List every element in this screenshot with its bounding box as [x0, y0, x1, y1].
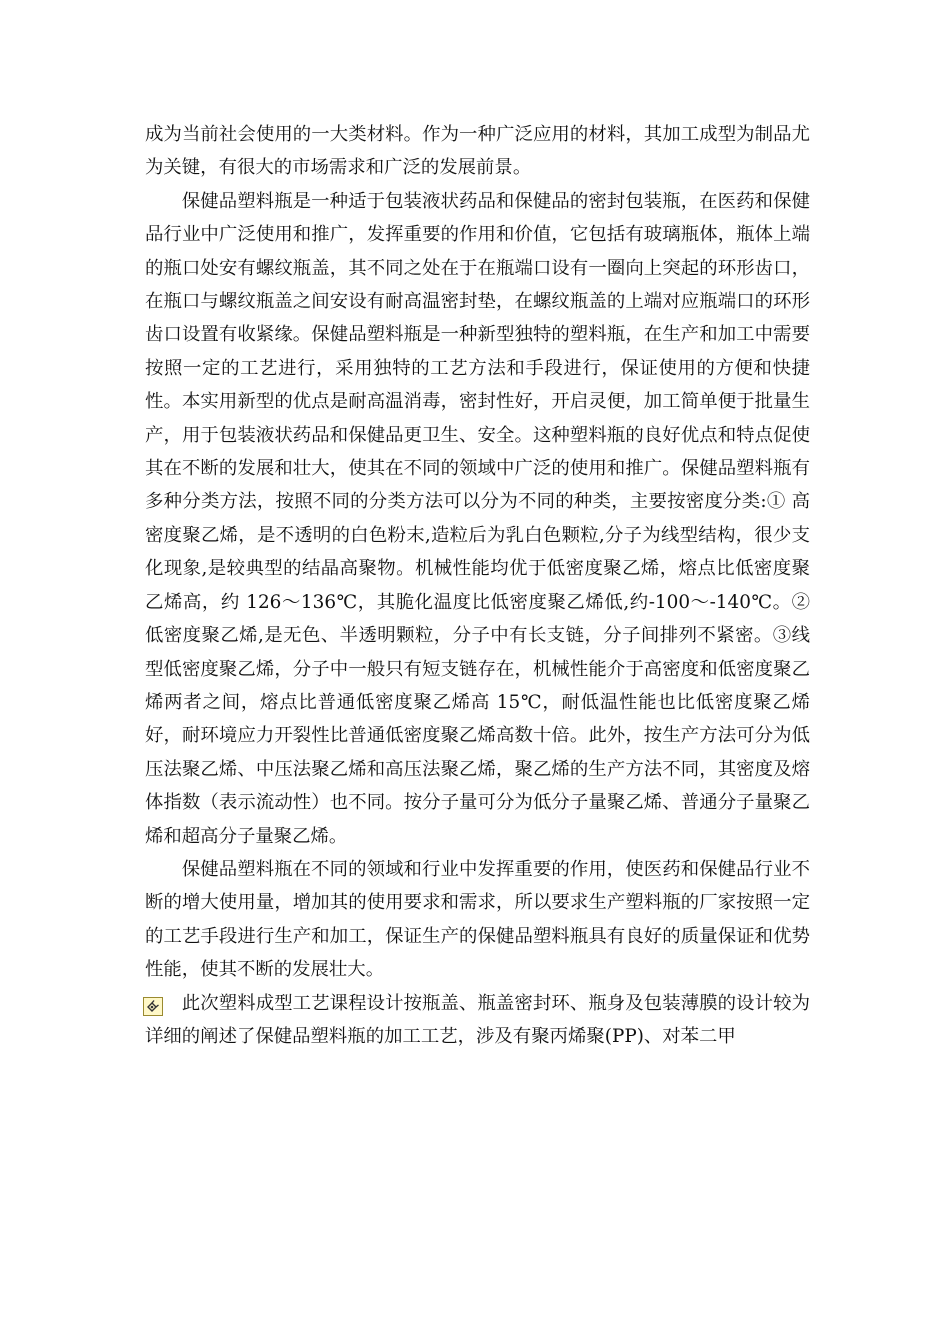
paragraph-course-design	[145, 987, 810, 1054]
anchor-marker-icon[interactable]	[143, 994, 163, 1013]
paragraph-bottle-description: 保健品塑料瓶是一种适于包装液状药品和保健品的密封包装瓶，在医药和保健品行业中广泛使用和推广，发挥重要的作用和价值，它包括有玻璃瓶体，瓶体上端的瓶口处安有螺纹瓶盖，其不同之处在于在瓶端口设有一圈向上突起的环形齿口，在瓶口与螺纹瓶盖之间安设有耐高温密封垫，在螺纹瓶盖的上端对应瓶端口的环形齿口设置有收紧缘。保健品塑料瓶是一种新型独特的塑料瓶，在生产和加工中需要按照一定的工艺进行，采用独特的工艺方法和手段进行，保证使用的方便和快捷性。本实用新型的优点是耐高温消毒，密封性好，开启灵便，加工简单便于批量生产，用于包装液状药品和保健品更卫生、安全。这种塑料瓶的良好优点和特点促使其在不断的发展和壮大，使其在不同的领域中广泛的使用和推广。保健品塑料瓶有多种分类方法，按照不同的分类方法可以分为不同的种类，主要按密度分类:① 高密度聚乙烯，是不透明的白色粉末,造粒后为乳白色颗粒,分子为线型结构，很少支化现象,是较典型的结晶高聚物。机械性能均优于低密度聚乙烯，熔点比低密度聚乙烯高，约 126～136℃，其脆化温度比低密度聚乙烯低,约-100～-140℃。②低密度聚乙烯,是无色、半透明颗粒，分子中有长支链，分子间排列不紧密。③线型低密度聚乙烯，分子中一般只有短支链存在，机械性能介于高密度和低密度聚乙烯两者之间，熔点比普通低密度聚乙烯高 15℃，耐低温性能也比低密度聚乙烯好，耐环境应力开裂性比普通低密度聚乙烯高数十倍。此外，按生产方法可分为低压法聚乙烯、中压法聚乙烯和高压法聚乙烯，聚乙烯的生产方法不同，其密度及熔体指数（表示流动性）也不同。按分子量可分为低分子量聚乙烯、普通分子量聚乙烯和超高分子量聚乙烯。	[145, 190, 810, 847]
document-body	[145, 118, 810, 1053]
paragraph-course-design-text: 此次塑料成型工艺课程设计按瓶盖、瓶盖密封环、瓶身及包装薄膜的设计较为详细的阐述了保健品塑料瓶的加工工艺，涉及有聚丙烯聚(PP)、对苯二甲	[145, 992, 810, 1047]
paragraph-industry-role: 保健品塑料瓶在不同的领域和行业中发挥重要的作用，使医药和保健品行业不断的增大使用量，增加其的使用要求和需求，所以要求生产塑料瓶的厂家按照一定的工艺手段进行生产和加工，保证生产的保健品塑料瓶具有良好的质量保证和优势性能，使其不断的发展壮大。	[145, 858, 810, 981]
paragraph-intro-continuation: 成为当前社会使用的一大类材料。作为一种广泛应用的材料，其加工成型为制品尤为关键，有很大的市场需求和广泛的发展前景。	[145, 124, 810, 179]
